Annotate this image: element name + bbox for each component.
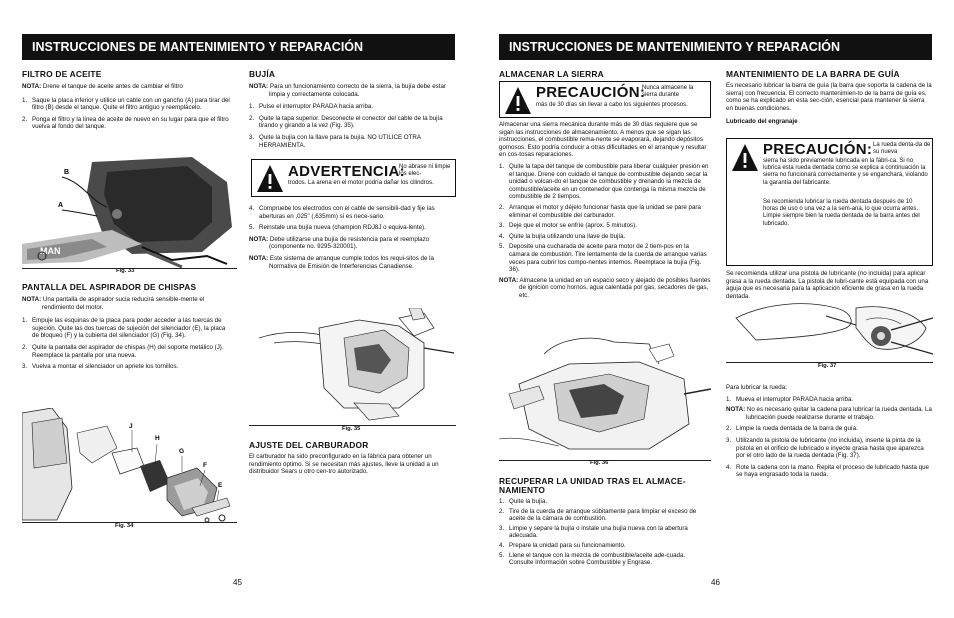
spark-plug-removal-illustration xyxy=(249,308,456,424)
oil-filter-section xyxy=(22,69,230,134)
lubricate-steps-section xyxy=(726,384,933,482)
spark-plug-steps xyxy=(249,103,456,149)
oil-filter-steps xyxy=(22,97,230,131)
to-lubricate-label: Para lubricar la rueda: xyxy=(726,384,787,391)
storage-illustration xyxy=(499,324,711,456)
list-item: 1. Saque la placa inferior y utilice un cable con un gancho (A) para tirar del filtro (B) desde el tanque. Quite el filtro antiguo y reemplácelo. xyxy=(22,96,230,112)
grease-gun-paragraph xyxy=(726,270,933,300)
recover-title: RECUPERAR LA UNIDAD TRAS EL ALMACE-NAMIENTO xyxy=(499,476,686,495)
list-item: 1. Mueva el interruptor PARADA hacia arriba. xyxy=(726,395,854,403)
bar-maintenance-section xyxy=(726,69,933,126)
bar-maintenance-subtitle: Lubricado del engranaje xyxy=(726,118,798,126)
caution-text-b: sierra ha sido previamente lubricada en la fábri-ca. Si no lubrica esta rueda dentada como se explica a continuación la sierra no funcionará correctamente y se enganchará, violando la garantía del fabricante. xyxy=(763,158,928,186)
page-number-left: 45 xyxy=(233,578,242,587)
fig-37-caption: Fig. 37 xyxy=(818,363,837,369)
warning-triangle-icon xyxy=(256,164,284,194)
spark-screen-section xyxy=(22,282,232,374)
list-item: 5. Deposite una cucharada de aceite para motor de 2 tiem-pos en la cámara de combustión. Tire lentamente de la cuerda de arranque varias veces para cubrir los compo-nentes internos. Reemplace la bujía (Fig. 36). xyxy=(499,243,707,274)
fig-35-caption: Fig. 35 xyxy=(342,426,361,432)
list-item: 3. Utilizando la pistola de lubricante (no incluida), inserte la pinta de la pistola en el orificio de lubricado e inyecte grasa hasta que aparezca por el otro lado de la rueda dentada (Fig. 37). xyxy=(726,436,924,460)
oil-filter-title: FILTRO DE ACEITE xyxy=(22,69,102,79)
warning-word: ADVERTENCIA: xyxy=(288,163,405,180)
list-item: 3. Quite la bujía con la llave para la bujía. NO UTILICE OTRA HERRAMIENTA. xyxy=(249,133,421,149)
spark-plug-note-3: NOTA: Este sistema de arranque cumple todos los requi-sitos de la Normativa de Emisión de Interferencias Canadiense. xyxy=(249,254,434,270)
caution-text-b: más de 30 días sin llevar a cabo los siguientes procesos. xyxy=(536,102,688,108)
recover-steps xyxy=(499,498,711,567)
list-item: 3. Deje que el motor se enfríe (aprox. 5 minutos). xyxy=(499,222,637,230)
list-item: 1. Pulse el interruptor PARADA hacia arriba. xyxy=(249,103,374,111)
fig-33-caption: Fig. 33 xyxy=(116,268,135,274)
caution-box-bar xyxy=(726,138,933,266)
caution-text-a: Nunca almacene la sierra durante xyxy=(642,85,694,99)
caution-word: PRECAUCIÓN: xyxy=(536,84,646,101)
warning-text-a: No abrase ni limpie los elec- xyxy=(399,164,451,178)
recover-section xyxy=(499,477,711,569)
caution-box-storage xyxy=(499,81,711,118)
storage-body xyxy=(499,121,711,303)
brand-text: MAN xyxy=(40,246,61,256)
muffler-exploded-illustration xyxy=(22,408,237,523)
storage-note: NOTA: Almacene la unidad en un espacio seco y alejado de posibles fuentes de ignición como hornos, agua calentada por gas, secadores de gas, etc. xyxy=(499,276,711,299)
warning-triangle-icon xyxy=(731,143,759,173)
storage-section xyxy=(499,69,711,79)
spark-screen-title: PANTALLA DEL ASPIRADOR DE CHISPAS xyxy=(22,282,197,292)
carburetor-section xyxy=(249,440,456,476)
carburetor-title: AJUSTE DEL CARBURADOR xyxy=(249,440,369,450)
caution-text-c: Se recomienda lubricar la rueda dentada después de 10 horas de uso o una vez a la sem-ana, lo que ocurra antes. Limpie siempre bien la rueda dentada de la barra antes del lubricado. xyxy=(763,199,920,227)
storage-steps xyxy=(499,163,711,274)
list-item: 4. Rote la cadena con la mano. Repita el proceso de lubricado hasta que se haya engrasado toda la rueda. xyxy=(726,463,929,479)
list-item: 4. Compruebe los electrodos con el cable de sensibili-dad y fije las aberturas en ,025" (,635mm) si es nece-sario. xyxy=(249,205,435,220)
caution-text-a: La rueda denta-da de su nueva xyxy=(873,142,931,156)
bar-maintenance-title: MANTENIMIENTO DE LA BARRA DE GUÍA xyxy=(726,69,900,79)
callout-a: A xyxy=(58,202,64,209)
storage-title: ALMACENAR LA SIERRA xyxy=(499,69,604,79)
list-item: 2. Quite la pantalla del aspirador de chispas (H) del soporte metálico (J). Reemplace la pantalla por una nueva. xyxy=(22,343,224,359)
fig-34-caption: Fig. 34 xyxy=(115,523,134,529)
list-item: 3. Limpie y separe la bujía o instale una bujía nueva con la abertura adecuada. xyxy=(499,524,688,540)
sprocket-lubrication-illustration xyxy=(726,298,933,360)
list-item: 1. Quite la tapa del tanque de combustible para liberar cualquier presión en el tanque. Drene con cuidado el tanque de combustible dejando secar la unidad o volcan-do el tanque de combustible y drenando la mezcla de combustible/aceite en un contenedor que contenga la misma mezcla de combustible de 2 tiempos. xyxy=(499,162,709,201)
list-item: 2. Quite la tapa superior. Desconecte el conector del cable de la bujía tirando y girando a la vez (Fig. 35). xyxy=(249,114,443,130)
list-item: 4. Prepare la unidad para su funcionamiento. xyxy=(499,541,626,549)
grease-gun-text: Se recomienda utilizar una pistola de lubricante (no incluida) para aplicar grasa a la rueda dentada. La pistola de lubri-cante está equipada con una aguja que es necesaria para la aplicación eficiente de grasa en la rueda dentada. xyxy=(726,270,929,300)
caution-word: PRECAUCIÓN: xyxy=(763,141,873,158)
storage-intro: Almacenar una sierra mecánica durante más de 30 días requiere que se sigan las instrucciones de almacenamiento. A menos que se sigan las instrucciones, el combustible rema-nente se evaporará, dejando depósitos gomosos. Esto podría conducir a otras dificultades en el arranque y resultar en cos-tosas reparaciones. xyxy=(499,121,707,159)
bar-maintenance-intro: Es necesario lubricar la barra de guía (la barra que soporta la cadena de la sierra) con frecuencia. El correcto mantenimien-to de la barra de guía es, como se ha explicado en esta sec-ción, esencial para mantener la sierra en buenas condiciones. xyxy=(726,82,932,112)
spark-plug-section xyxy=(249,69,456,152)
list-item: 2. Tire de la cuerda de arranque súbitamente para limpiar el exceso de aceite de la cámara de combustión. xyxy=(499,507,697,523)
list-item: 3. Vuelva a montar el silenciador un apriete los tornillos. xyxy=(22,363,179,371)
warning-box xyxy=(251,159,456,197)
callout-g: G xyxy=(179,448,185,455)
warning-triangle-icon xyxy=(504,86,532,116)
fig-36-caption: Fig. 36 xyxy=(590,460,609,466)
warning-text-b: trodos. La arena en el motor podría dañar los cilindros. xyxy=(288,180,434,186)
list-item: 1. Empuje las esquinas de la placa para poder acceder a las tuercas de sujeción. Quite las dos tuercas de sujeción del silenciador (E), la placa de bloqueo (F) y la cubierta del silenciador (G) (Fig. 34). xyxy=(22,317,226,340)
left-page-banner: INSTRUCCIONES DE MANTENIMIENTO Y REPARACIÓN xyxy=(22,34,455,60)
callout-b: B xyxy=(64,169,70,176)
spark-plug-note-2: NOTA: Debe utilizarse una bujía de resistencia para el reemplazo (componente no. 9295-320001). xyxy=(249,235,430,251)
note-text: Drene el tanque de aceite antes de cambiar el filtro xyxy=(42,83,183,90)
list-item: 4. Quite la bujía utilizando una llave de bujía. xyxy=(499,232,626,240)
callout-j: J xyxy=(129,423,133,430)
spark-plug-steps-b xyxy=(249,205,456,274)
spark-plug-title: BUJÍA xyxy=(249,69,276,79)
list-item: 5. Reinstale una bujía nueva (champion RDJ8J o equiva-lente). xyxy=(249,224,426,232)
right-page-banner: INSTRUCCIONES DE MANTENIMIENTO Y REPARACIÓN xyxy=(499,34,932,60)
callout-e: E xyxy=(218,482,223,489)
spark-plug-note: NOTA: Para un funcionamiento correcto de la sierra, la bujía debe estar limpia y correctamente colocada. xyxy=(249,83,446,98)
page-number-right: 46 xyxy=(711,578,720,587)
list-item: 5. Llene el tanque con la mezcla de combustible/aceite ade-cuada. Consulte Información sobre Combustible y Engrase. xyxy=(499,551,686,567)
oil-filter-illustration xyxy=(22,152,237,272)
oil-filter-note xyxy=(22,83,230,91)
callout-f: F xyxy=(203,462,207,469)
spark-screen-note: NOTA: Una pantalla de aspirador sucia reducirá sensible-mente el rendimiento del motor. xyxy=(22,296,205,311)
list-item: 1. Quite la bujía. xyxy=(499,498,548,505)
carburetor-text: El carburador ha sido preconfigurado en la fábrica para obtener un rendimiento óptimo. Si se necesitan más ajustes, lleve la unidad a un distribuidor Sears u otro cen-tro autorizado. xyxy=(249,453,439,476)
spark-screen-steps xyxy=(22,317,232,371)
callout-h: H xyxy=(155,435,160,442)
note-label: NOTA: xyxy=(22,83,42,90)
list-item: 2. Arranque el motor y déjelo funcionar hasta que la unidad se pare para eliminar el combustible del carburador. xyxy=(499,203,701,219)
lubricate-note: NOTA: No es necesario quitar la cadena para lubricar la rueda dentada. La lubricación puede realizarse durante el trabajo. xyxy=(726,406,932,421)
list-item: 2. Ponga el filtro y la línea de aceite de nuevo en su lugar para que el filtro vuelva al fondo del tanque. xyxy=(22,115,229,131)
list-item: 2. Limpie la rueda dentada de la barra de guía. xyxy=(726,425,858,433)
